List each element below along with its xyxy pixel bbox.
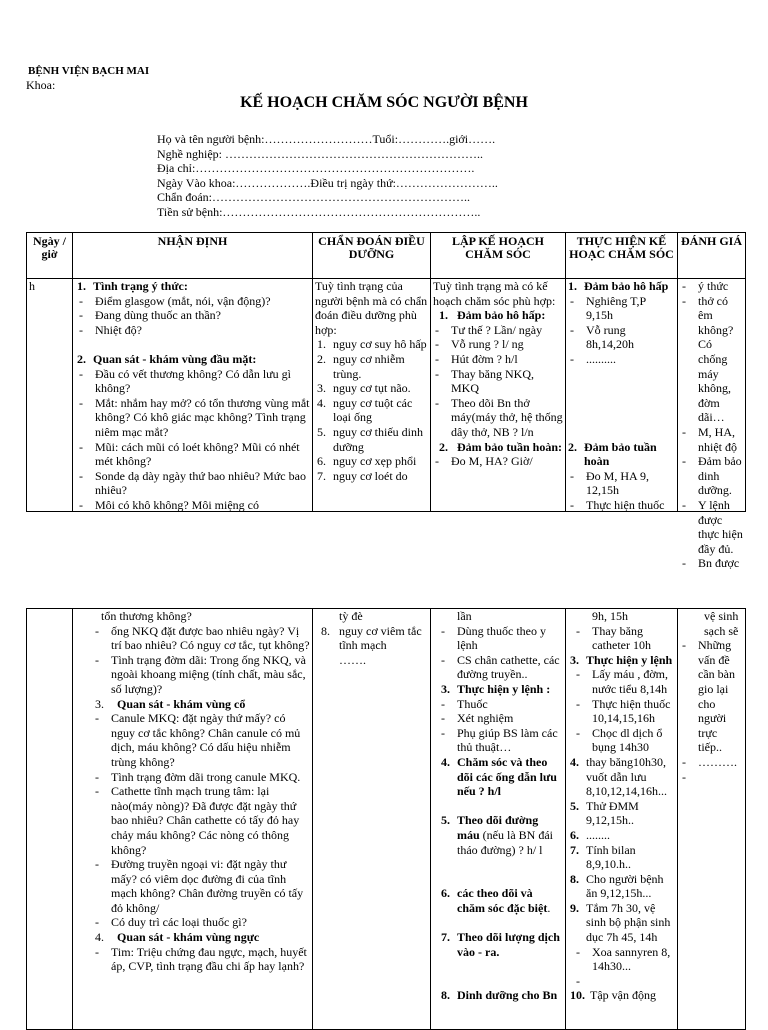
list-item: Đầu có vết thương không? Có dẫn lưu gì không? — [95, 366, 291, 396]
section-title: các theo dõi và chăm sóc đặc biệt — [457, 886, 548, 915]
list-item: nguy cơ tụt não. — [333, 381, 411, 396]
list-item: thay băng10h30, vuốt dẫn lưu 8,10,12,14,16h... — [586, 754, 667, 799]
list-item: Tình trạng đờm dãi trong canule MKQ. — [111, 769, 301, 784]
list-item: Điểm glasgow (mắt, nói, vận động)? — [95, 293, 271, 308]
list-item: Tim: Triệu chứng đau ngực, mạch, huyết áp, CVP, tình trạng đầu chi ấp hay lạnh? — [111, 944, 307, 974]
evaluation-cell: - ý thức - thở có êm không? Có chống máy không, đờm dãi… - M, HA, nhiệt độ - Đảm bảo dinh dưỡng. - Y lệnh được thực hiện đầy đủ. - Bn được — [682, 279, 743, 571]
list-item — [698, 770, 743, 785]
diagnosis-cell: tỳ đè 8. nguy cơ viêm tắc tĩnh mạch ……. — [315, 609, 428, 1029]
list-item: Cho người bệnh ăn 9,12,15h... — [586, 871, 664, 901]
list-item: Y lệnh được thực hiện đầy đủ. — [698, 497, 743, 556]
planning-cell: Tuỳ tình trạng mà có kế hoạch chăm sóc phù hợp: 1. Đảm bảo hô hấp: - Tư thế ? Lần/ ngày - Vỗ rung ? l/ ng - Hút đờm ? h/l - Thay băng NKQ, MKQ - Theo dõi Bn thở máy(máy thở, hệ thống dây thở, NB ? l/n 2. Đảm bảo tuần hoàn: - Đo M, HA? Giờ/ — [433, 279, 563, 469]
section-title: Quan sát - khám vùng đầu mặt: — [93, 351, 257, 366]
continued-text: tỳ đè — [339, 609, 363, 623]
list-item: nguy cơ thiếu dinh dưỡng — [333, 424, 423, 454]
section-title: Thực hiện y lệnh — [586, 652, 673, 667]
list-item: Tư thế ? Lần/ ngày — [451, 322, 543, 337]
header-evaluation: ĐÁNH GIÁ — [678, 233, 746, 279]
list-item: Theo dõi Bn thở máy(máy thở, hệ thống dây thở, NB ? l/n — [451, 395, 563, 439]
list-item: Chọc dl dịch ổ bụng 14h30 — [592, 725, 663, 755]
planning-cell: lần - Dùng thuốc theo y lệnh - CS chân cathette, các đường truyền.. 3. Thực hiện y lệnh : - Thuốc - Xét nghiệm - Phụ giúp BS làm các thủ thuật… 4. Chăm sóc và theo dõi các ống dẫn lưu nếu ? h/l 5. Theo dõi đường máu (nếu là BN đái tháo đường) ? h/ l 6. các theo dõi và chăm sóc đặc biệt. 7. Theo dõi lượng dịch vào - ra. 8. Dinh dưỡng cho Bn — [433, 609, 563, 1029]
list-item: nguy cơ nhiễm trùng. — [333, 351, 405, 381]
header-date: Ngày / giờ — [27, 233, 73, 279]
list-item: Thay băng NKQ, MKQ — [451, 366, 534, 396]
list-item: Hút đờm ? h/l — [451, 351, 518, 366]
department-label: Khoa: — [26, 78, 56, 92]
list-item: Tính bilan 8,9,10.h.. — [586, 842, 636, 872]
list-item: Tập vận động — [590, 988, 656, 1003]
diagnosis-line: Chẩn đoán:……………………………………………………….. — [157, 190, 470, 205]
list-item: Môi có khô không? Môi miệng có — [95, 497, 259, 512]
diagnosis-cell: Tuỳ tình trạng của người bệnh mà có chẩn đoán điều dưỡng phù hợp: 1. nguy cơ suy hô hấp 2. nguy cơ nhiễm trùng. 3. nguy cơ tụt não. 4. nguy cơ tuột các loại ống 5. nguy cơ thiếu dinh dưỡng 6. nguy cơ xẹp phổi 7. nguy cơ loét do — [315, 279, 428, 483]
date-cell — [29, 609, 70, 1029]
list-item: Nghiêng T,P 9,15h — [586, 293, 646, 323]
list-item: Thuốc — [457, 696, 488, 711]
list-item: Đo M, HA 9, 12,15h — [586, 468, 650, 498]
section-title: Quan sát - khám vùng ngực — [117, 930, 260, 945]
list-item: Đường truyền ngoại vi: đặt ngày thư mấy? có viêm dọc đường đi của tĩnh mạch không? Chân đường truyền có tấy đỏ không/ — [111, 857, 304, 915]
continued-text: tổn thương không? — [101, 609, 192, 623]
list-item: Phụ giúp BS làm các thủ thuật… — [457, 725, 558, 755]
occupation-line: Nghề nghiệp: ……………………………………………………….. — [157, 146, 483, 161]
section-title: Thực hiện y lệnh : — [457, 681, 551, 696]
list-item: Xoa sannyren 8, 14h30... — [592, 944, 671, 974]
section-title: Chăm sóc và theo dõi các ống dẫn lưu nếu ? h/l — [457, 754, 557, 799]
list-item: nguy cơ suy hô hấp — [333, 337, 427, 352]
section-title: Đảm bảo tuần hoàn: — [457, 439, 563, 454]
continued-text: lần — [457, 609, 472, 623]
history-line: Tiền sử bệnh:……………………………………………………….. — [157, 204, 481, 219]
list-item: Tình trạng đờm dãi: Trong ống NKQ, và ngoài khoang miệng (tính chất, màu sắc, số lượng)? — [111, 652, 307, 696]
list-item: nguy cơ tuột các loại ống — [333, 395, 413, 425]
assessment-cell: 1. Tình trạng ý thức: - Điểm glasgow (mắt, nói, vận động)? - Đang dùng thuốc an thần? - Nhiệt độ? 2. Quan sát - khám vùng đầu mặt: - Đầu có vết thương không? Có dẫn lưu gì không? - Mắt: nhắm hay mở? có tổn thương vùng mắt không? Có khô giác mạc không? Tình trạng niêm mạc mắt? - Mũi: cách mũi có loét không? Mũi có nhét mét không? - Sonde dạ dày ngày thứ bao nhiêu? Mức bao nhiêu? - Môi có khô không? Môi miệng có — [77, 279, 310, 512]
hospital-name: BỆNH VIỆN BẠCH MAI — [28, 65, 150, 77]
continued-text: 9h, 15h — [592, 609, 628, 623]
list-item: ........ — [586, 827, 610, 842]
list-item: Thực hiện thuốc — [586, 497, 665, 512]
list-item: Xét nghiệm — [457, 711, 514, 726]
section-title: Đảm bảo hô hấp — [584, 279, 669, 293]
assessment-cell: tổn thương không? - ống NKQ đặt được bao nhiêu ngày? Vị trí bao nhiêu? Có nguy cơ tắc, tụt không? - Tình trạng đờm dãi: Trong ống NKQ, và ngoài khoang miệng (tính chất, màu sắc, số lượng)? 3. Quan sát - khám vùng cổ - Canule MKQ: đặt ngày thứ mấy? có nguy cơ tắc không? Chân canule có mủ dịch, máu không? Có dấu hiệu nhiễm trùng không? - Tình trạng đờm dãi trong canule MKQ. - Cathette tĩnh mạch trung tâm: lại nào(máy nòng)? Đã được đặt ngày thứ bao nhiêu? Chân cathette có tấy đỏ hay chảy máu không? Các nòng có thông không? - Đường truyền ngoại vi: đặt ngày thư mấy? có viêm dọc đường đi của tĩnh mạch không? Chân đường truyền có tấy đỏ không/ - Có duy trì các loại thuốc gì? 4. Quan sát - khám vùng ngực - Tim: Triệu chứng đau ngực, mạch, huyết áp, CVP, tình trạng đầu chi ấp hay lạnh? — [75, 609, 310, 1029]
date-cell: h — [29, 279, 35, 293]
page-title: KẾ HOẠCH CHĂM SÓC NGƯỜI BỆNH — [240, 94, 528, 111]
list-item: ý thức — [698, 279, 729, 293]
address-line: Địa chỉ:……………………………………………………………. — [157, 161, 475, 176]
list-item: Mũi: cách mũi có loét không? Mũi có nhét mét không? — [95, 439, 300, 469]
list-item: .......... — [586, 351, 616, 366]
implementation-cell: 1. Đảm bảo hô hấp - Nghiêng T,P 9,15h - Vỗ rung 8h,14,20h - .......... 2. Đảm bảo tuần hoàn - Đo M, HA 9, 12,15h - Thực hiện thuốc — [568, 279, 675, 511]
intro-text: Tuỳ tình trạng mà có kế hoạch chăm sóc phù hợp: — [433, 279, 556, 308]
list-item: Tắm 7h 30, vệ sinh bộ phận sinh dục 7h 45, 14h — [586, 900, 671, 945]
list-item: Nhiệt độ? — [95, 322, 142, 337]
list-item: Canule MKQ: đặt ngày thứ mấy? có nguy cơ tắc không? Chân canule có mủ dịch, máu không? Có dấu hiệu nhiễm trùng không? — [111, 711, 301, 769]
care-plan-table-page-2 — [26, 608, 746, 1030]
list-item: Vỗ rung ? l/ ng — [451, 337, 524, 352]
list-item: Những vấn đề cần bàn gio lại cho người trực tiếp.. — [698, 638, 735, 755]
list-item: Thay băng catheter 10h — [592, 623, 651, 653]
header-nursing-diagnosis: CHẨN ĐOÁN ĐIỀU DƯỠNG — [313, 233, 431, 279]
list-item: ống NKQ đặt được bao nhiêu ngày? Vị trí bao nhiêu? Có nguy cơ tắc, tụt không? — [111, 623, 310, 653]
section-title: Theo dõi đường máu — [457, 813, 539, 842]
header-implementation: THỰC HIỆN KẾ HOẠC CHĂM SÓC — [566, 233, 678, 279]
list-item: Đang dùng thuốc an thần? — [95, 308, 221, 323]
patient-name-line: Họ và tên người bệnh:………………………Tuổi:………….giới……. — [157, 132, 496, 146]
admission-line: Ngày Vào khoa:……………….Điều trị ngày thứ:…………………….. — [157, 175, 498, 190]
header-care-planning: LẬP KẾ HOẠCH CHĂM SÓC — [431, 233, 566, 279]
list-item: Đảm bảo dinh dưỡng. — [698, 454, 742, 498]
section-title: Tình trạng ý thức: — [93, 279, 188, 293]
list-item: Thử ĐMM 9,12,15h.. — [586, 798, 639, 828]
list-item: nguy cơ loét do — [333, 468, 408, 483]
dots-text: ……. — [339, 652, 366, 667]
section-title: Đảm bảo tuần hoàn — [584, 439, 657, 469]
list-item: Sonde dạ dày ngày thứ bao nhiêu? Mức bao nhiêu? — [95, 468, 306, 498]
continued-text: vệ sinh sạch sẽ — [704, 609, 739, 638]
list-item: Đo M, HA? Giờ/ — [451, 454, 533, 469]
section-title: Quan sát - khám vùng cổ — [117, 696, 246, 711]
list-item: nguy cơ viêm tắc tĩnh mạch — [339, 623, 422, 653]
patient-info — [157, 132, 498, 220]
list-item: thở có êm không? Có chống máy không, đờm dãi… — [698, 293, 734, 425]
header-assessment: NHẬN ĐỊNH — [73, 233, 313, 279]
section-title: Dinh dưỡng cho Bn — [457, 988, 558, 1003]
section-title: Đảm bảo hô hấp: — [457, 308, 546, 323]
care-plan-table-page-1 — [26, 232, 746, 571]
list-item: Dùng thuốc theo y lệnh — [457, 623, 546, 653]
list-item: ………. — [698, 754, 737, 769]
list-item: Cathette tĩnh mạch trung tâm: lại nào(máy nòng)? Đã được đặt ngày thứ bao nhiêu? Chân cathette có tấy đỏ hay chảy máu không? Các nòng có thông không? — [111, 784, 300, 857]
implementation-cell: 9h, 15h - Thay băng catheter 10h 3. Thực hiện y lệnh - Lấy máu , đờm, nước tiểu 8,14h - Thực hiện thuốc 10,14,15,16h - Chọc dl dịch ổ bụng 14h30 4. thay băng10h30, vuốt dẫn lưu 8,10,12,14,16h... 5. Thử ĐMM 9,12,15h.. 6. ........ 7. Tính bilan 8,9,10.h.. 8. Cho người bệnh ăn 9,12,15h... 9. Tắm 7h 30, vệ sinh bộ phận sinh dục 7h 45, 14h - Xoa sannyren 8, 14h30... - 10. Tập vận động — [568, 609, 675, 1029]
list-item: CS chân cathette, các đường truyền.. — [457, 652, 560, 682]
list-item: M, HA, nhiệt độ — [698, 424, 737, 454]
list-item: Thực hiện thuốc 10,14,15,16h — [592, 696, 671, 726]
list-item: Mắt: nhắm hay mở? có tổn thương vùng mắt không? Có khô giác mạc không? Tình trạng niêm mạc mắt? — [95, 395, 310, 439]
list-item: Lấy máu , đờm, nước tiểu 8,14h — [592, 667, 668, 696]
list-item: nguy cơ xẹp phổi — [333, 454, 417, 469]
list-item: Bn được — [698, 556, 740, 571]
evaluation-cell: vệ sinh sạch sẽ - Những vấn đề cần bàn gio lại cho người trực tiếp.. - ………. - — [680, 609, 743, 1029]
list-item: Vỗ rung 8h,14,20h — [586, 322, 634, 352]
intro-text: Tuỳ tình trạng của người bệnh mà có chẩn đoán điều dưỡng phù hợp: — [315, 279, 428, 337]
section-title: Theo dõi lượng dịch vào - ra. — [457, 930, 560, 959]
list-item: Có duy trì các loại thuốc gì? — [111, 915, 247, 930]
